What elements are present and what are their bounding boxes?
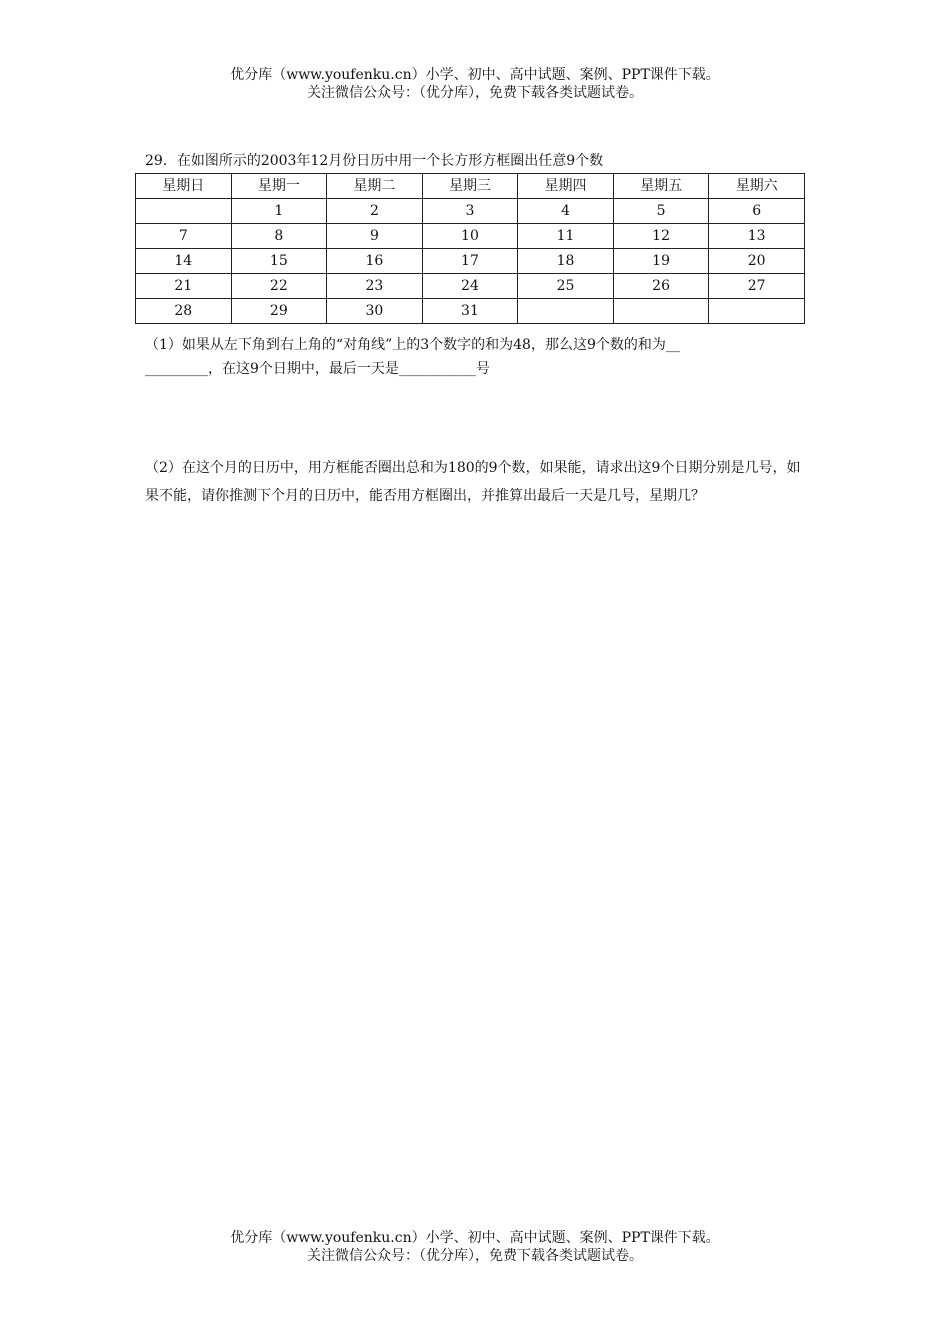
date-cell	[136, 199, 232, 224]
date-cell	[613, 299, 709, 324]
question-part-1	[145, 333, 810, 381]
header-line-1: 优分库（www.youfenku.cn）小学、初中、高中试题、案例、PPT课件下载。	[230, 67, 720, 83]
page-footer	[0, 1229, 950, 1265]
date-cell: 3	[422, 199, 518, 224]
weekday-header: 星期二	[327, 174, 423, 199]
part-1-line-2: _________，在这9个日期中，最后一天是___________号	[145, 361, 490, 377]
calendar-row	[136, 299, 805, 324]
date-cell: 18	[518, 249, 614, 274]
page-header	[0, 66, 950, 102]
weekday-header: 星期六	[709, 174, 805, 199]
weekday-header: 星期四	[518, 174, 614, 199]
date-cell: 7	[136, 224, 232, 249]
date-cell: 19	[613, 249, 709, 274]
date-cell: 29	[231, 299, 327, 324]
date-cell	[518, 299, 614, 324]
question-part-2: （2）在这个月的日历中，用方框能否圈出总和为180的9个数，如果能，请求出这9个日期分别是几号，如果不能，请你推测下个月的日历中，能否用方框圈出，并推算出最后一天是几号，星期几？	[145, 460, 801, 504]
date-cell: 31	[422, 299, 518, 324]
footer-line-2: 关注微信公众号：（优分库），免费下载各类试题试卷。	[307, 1248, 643, 1264]
date-cell: 21	[136, 274, 232, 299]
calendar-row	[136, 249, 805, 274]
date-cell: 23	[327, 274, 423, 299]
date-cell: 1	[231, 199, 327, 224]
date-cell: 22	[231, 274, 327, 299]
date-cell: 27	[709, 274, 805, 299]
date-cell	[709, 299, 805, 324]
date-cell: 14	[136, 249, 232, 274]
date-cell: 17	[422, 249, 518, 274]
weekday-header: 星期五	[613, 174, 709, 199]
calendar-row	[136, 274, 805, 299]
footer-line-1: 优分库（www.youfenku.cn）小学、初中、高中试题、案例、PPT课件下载。	[230, 1230, 720, 1246]
date-cell: 5	[613, 199, 709, 224]
weekday-header: 星期日	[136, 174, 232, 199]
date-cell: 25	[518, 274, 614, 299]
date-cell: 8	[231, 224, 327, 249]
date-cell: 9	[327, 224, 423, 249]
date-cell: 20	[709, 249, 805, 274]
date-cell: 13	[709, 224, 805, 249]
date-cell: 28	[136, 299, 232, 324]
date-cell: 4	[518, 199, 614, 224]
weekday-header: 星期一	[231, 174, 327, 199]
calendar-table	[135, 173, 805, 324]
date-cell: 2	[327, 199, 423, 224]
date-cell: 12	[613, 224, 709, 249]
header-line-2: 关注微信公众号：（优分库），免费下载各类试题试卷。	[307, 85, 643, 101]
date-cell: 24	[422, 274, 518, 299]
date-cell: 26	[613, 274, 709, 299]
part-1-line-1: （1）如果从左下角到右上角的“对角线”上的3个数字的和为48，那么这9个数的和为__	[145, 337, 680, 353]
calendar-header-row	[136, 174, 805, 199]
question-title: 29．在如图所示的2003年12月份日历中用一个长方形方框圈出任意9个数	[145, 153, 604, 169]
date-cell: 30	[327, 299, 423, 324]
date-cell: 6	[709, 199, 805, 224]
date-cell: 15	[231, 249, 327, 274]
date-cell: 16	[327, 249, 423, 274]
date-cell: 11	[518, 224, 614, 249]
calendar-row	[136, 199, 805, 224]
calendar-row	[136, 224, 805, 249]
date-cell: 10	[422, 224, 518, 249]
weekday-header: 星期三	[422, 174, 518, 199]
